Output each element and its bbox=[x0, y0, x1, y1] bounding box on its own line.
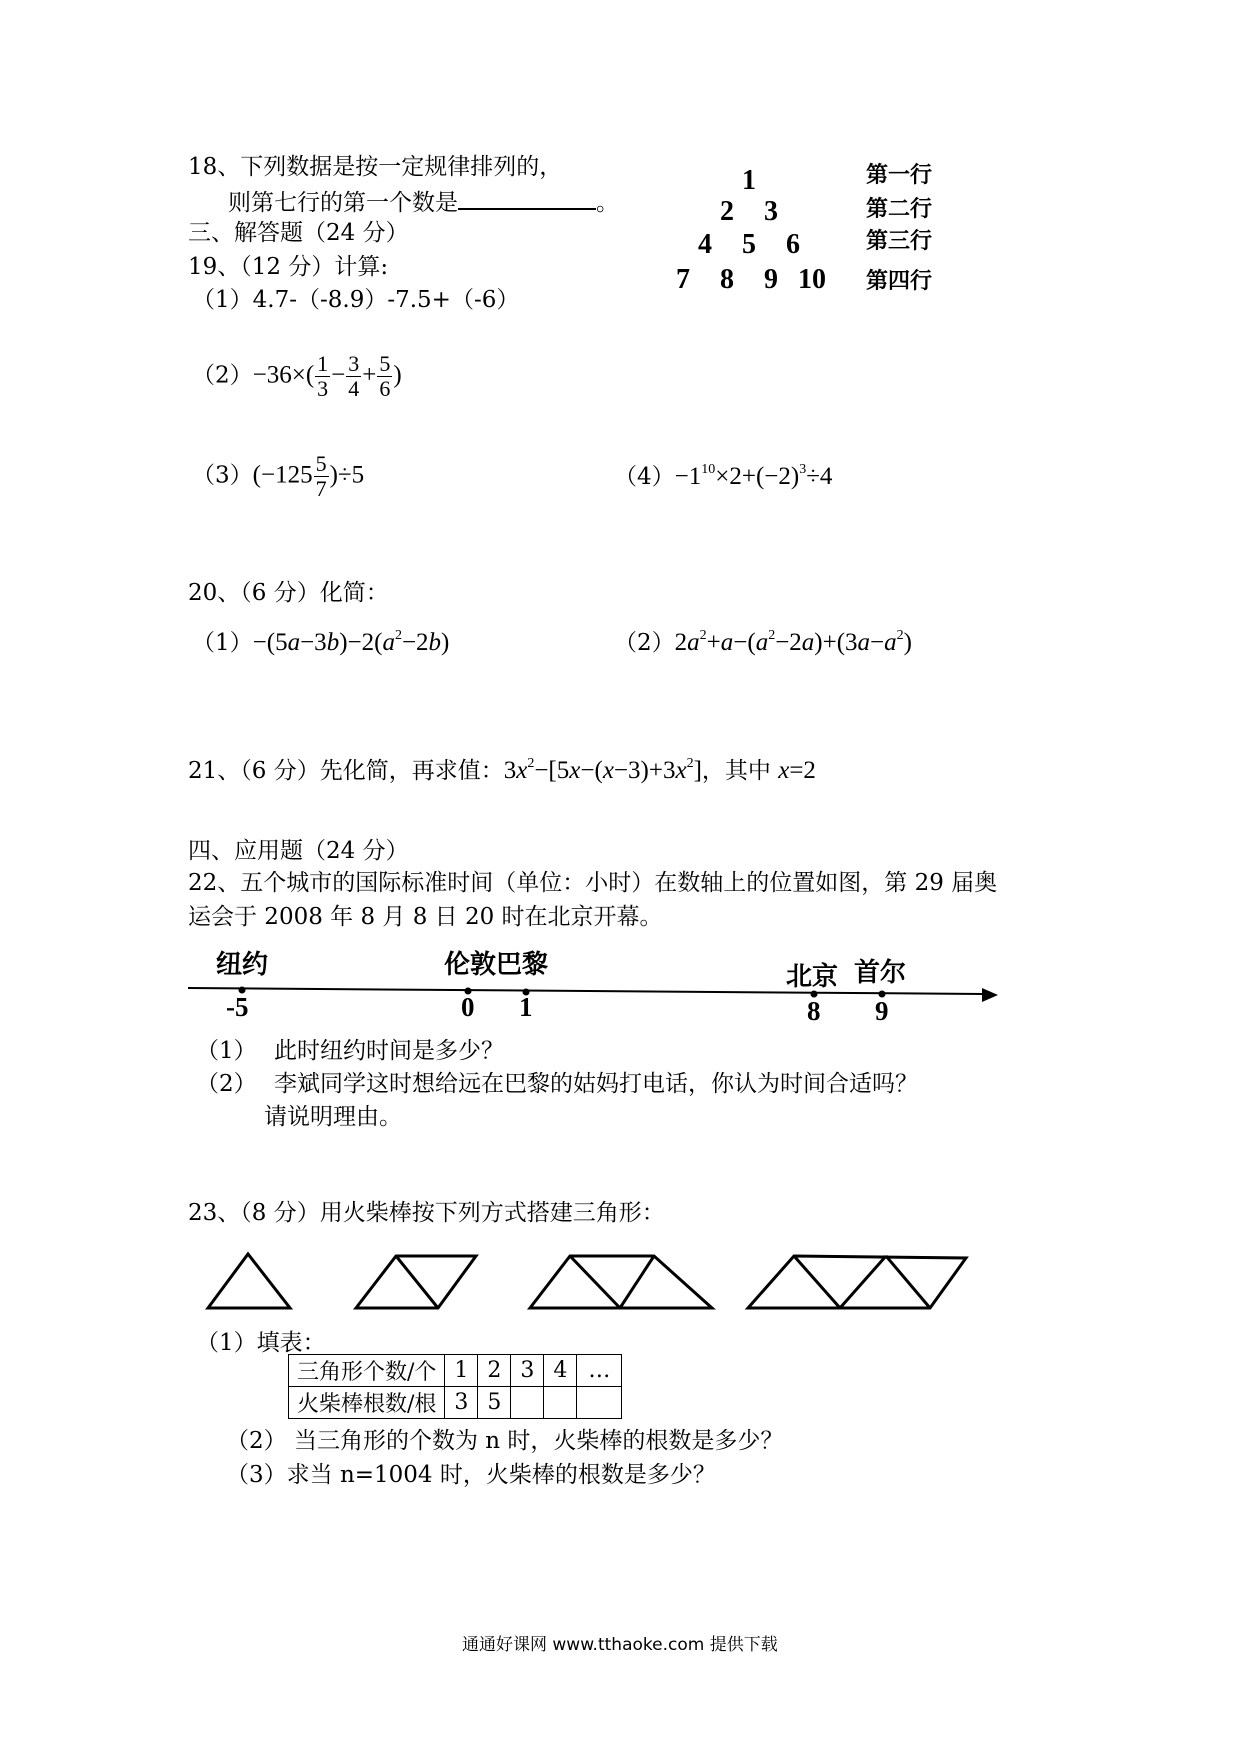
q22-sub2-cont: 请说明理由。 bbox=[264, 1104, 402, 1130]
answer-blank[interactable] bbox=[458, 186, 596, 210]
table-cell: 3 bbox=[511, 1355, 544, 1387]
q22-sub1 bbox=[196, 1036, 504, 1066]
q18-line2-end: 。 bbox=[596, 190, 619, 216]
q23-title: 23、（8 分）用火柴棒按下列方式搭建三角形： bbox=[188, 1200, 665, 1226]
q22-sub1-label: （1） bbox=[196, 1038, 257, 1064]
tick-neg5: -5 bbox=[226, 992, 249, 1022]
q19-p3-label: （3） bbox=[192, 462, 253, 489]
var-x: x bbox=[675, 757, 687, 784]
tri-row3-num2: 5 bbox=[742, 229, 756, 260]
frac2-num: 3 bbox=[348, 351, 360, 376]
table-cell: 5 bbox=[478, 1387, 511, 1419]
table-cell-blank[interactable] bbox=[511, 1387, 544, 1419]
q19-p3-post: )÷5 bbox=[329, 461, 365, 489]
row-label-4: 第四行 bbox=[866, 269, 933, 294]
tri-row4-num2: 8 bbox=[720, 264, 734, 295]
q21-m4: −3)+3 bbox=[613, 757, 676, 784]
tri-row3-num3: 6 bbox=[786, 229, 800, 260]
p3-frac-den: 7 bbox=[315, 476, 327, 501]
table-cell: 4 bbox=[544, 1355, 577, 1387]
section3-title: 三、解答题（24 分） bbox=[188, 220, 409, 246]
frac3-num: 5 bbox=[379, 351, 391, 376]
q19-p3-frac bbox=[314, 452, 329, 501]
q19-p4-a: −1 bbox=[674, 463, 702, 490]
var-a: a bbox=[720, 629, 734, 656]
exponent: 2 bbox=[527, 756, 535, 771]
q19-part4 bbox=[614, 462, 832, 492]
tri-row2-num1: 2 bbox=[720, 196, 734, 227]
table-cell-blank[interactable] bbox=[577, 1387, 622, 1419]
exponent: 2 bbox=[699, 628, 707, 643]
q19-title: 19、（12 分）计算: bbox=[188, 254, 389, 280]
arrow-icon bbox=[982, 988, 998, 1002]
city-beijing: 北京 bbox=[786, 962, 839, 992]
tri-row4-num4: 10 bbox=[798, 264, 826, 295]
triangles-figure-4 bbox=[748, 1256, 966, 1308]
q20-p1-c: )−2( bbox=[339, 629, 383, 656]
exponent: 2 bbox=[896, 628, 904, 643]
q20-p2-b: + bbox=[706, 629, 721, 656]
tri-row4-num3: 9 bbox=[764, 264, 778, 295]
triangles-figure-2 bbox=[356, 1256, 476, 1308]
var-a: a bbox=[687, 629, 700, 656]
row-label-2: 第二行 bbox=[866, 197, 933, 222]
q20-p2-g: ) bbox=[903, 629, 912, 656]
footer-text: 通通好课网 www.tthaoke.com 提供下载 bbox=[462, 1635, 778, 1655]
table-cell: 3 bbox=[445, 1387, 478, 1419]
q21-pre: 21、（6 分）先化简，再求值： bbox=[188, 758, 504, 784]
q19-p2-frac1 bbox=[315, 352, 330, 401]
city-london-paris: 伦敦巴黎 bbox=[444, 950, 549, 980]
q22-sub2-label: （2） bbox=[196, 1071, 257, 1097]
q19-part1: （1）4.7-（-8.9）-7.5+（-6） bbox=[192, 287, 520, 313]
tri-row3-num1: 4 bbox=[698, 229, 712, 260]
q19-p2-frac2 bbox=[346, 352, 361, 401]
table-cell: … bbox=[577, 1355, 622, 1387]
var-x: x bbox=[516, 757, 528, 784]
q19-p3-pre: (−125 bbox=[252, 461, 313, 489]
frac2-den: 4 bbox=[348, 376, 360, 401]
q19-p4-label: （4） bbox=[614, 464, 675, 490]
table-cell: 1 bbox=[445, 1355, 478, 1387]
q18-line2 bbox=[228, 186, 619, 218]
q20-p1-e: ) bbox=[441, 629, 450, 656]
var-x: x bbox=[602, 757, 614, 784]
tick-8: 8 bbox=[807, 996, 821, 1026]
q21-m1: 3 bbox=[503, 757, 517, 784]
q20-p2-e: )+(3 bbox=[814, 629, 858, 656]
var-a: a bbox=[857, 629, 871, 656]
q22-line1: 22、五个城市的国际标准时间（单位：小时）在数轴上的位置如图，第 29 届奥 bbox=[188, 870, 998, 896]
section4-title: 四、应用题（24 分） bbox=[188, 838, 409, 864]
q20-p1-a: −(5 bbox=[252, 629, 288, 656]
row-label-3: 第三行 bbox=[866, 229, 933, 254]
q19-p4-c: ÷4 bbox=[806, 463, 833, 490]
q21-post: ，其中 bbox=[701, 758, 779, 784]
q20-title: 20、（6 分）化简： bbox=[188, 580, 389, 606]
q21-m5: ] bbox=[693, 757, 702, 784]
q21-val: =2 bbox=[789, 757, 816, 784]
var-b: b bbox=[326, 629, 340, 656]
var-a: a bbox=[287, 629, 301, 656]
q23-fill-label: （1）填表： bbox=[196, 1330, 326, 1356]
q19-p2-label: （2） bbox=[192, 362, 253, 389]
q20-part2 bbox=[614, 628, 912, 658]
table-header-cell: 三角形个数/个 bbox=[289, 1355, 445, 1387]
q19-p4-exp1: 10 bbox=[701, 462, 716, 477]
frac3-den: 6 bbox=[379, 376, 391, 401]
q21 bbox=[188, 756, 816, 786]
q21-var: x bbox=[778, 757, 790, 784]
q18-line1: 18、下列数据是按一定规律排列的， bbox=[188, 154, 563, 180]
q23-sub2: （2） 当三角形的个数为 n 时，火柴棒的根数是多少？ bbox=[226, 1428, 784, 1454]
q20-p1-label: （1） bbox=[192, 630, 253, 656]
frac1-num: 1 bbox=[317, 351, 329, 376]
table-row bbox=[289, 1355, 622, 1387]
q22-line2: 运会于 2008 年 8 月 8 日 20 时在北京开幕。 bbox=[188, 904, 663, 930]
q20-p2-f: − bbox=[870, 629, 885, 656]
q20-p1-d: −2 bbox=[401, 629, 429, 656]
table-cell: 2 bbox=[478, 1355, 511, 1387]
q22-sub1-text: 此时纽约时间是多少？ bbox=[273, 1038, 504, 1064]
table-header-cell: 火柴棒根数/根 bbox=[289, 1387, 445, 1419]
q23-sub3: （3）求当 n=1004 时，火柴棒的根数是多少？ bbox=[226, 1462, 716, 1488]
q19-p2-frac3 bbox=[377, 352, 392, 401]
q22-sub2-text: 李斌同学这时想给远在巴黎的姑妈打电话，你认为时间合适吗？ bbox=[273, 1071, 918, 1097]
q19-part3 bbox=[192, 452, 364, 501]
var-b: b bbox=[428, 629, 442, 656]
q21-m2: −[5 bbox=[534, 757, 570, 784]
triangles-figure-3 bbox=[530, 1256, 712, 1308]
q19-p2-op2: + bbox=[362, 361, 377, 389]
p3-frac-num: 5 bbox=[315, 451, 327, 476]
q19-p2-post: ) bbox=[393, 361, 402, 389]
q19-p2-op1: − bbox=[331, 361, 346, 389]
q20-p2-a: 2 bbox=[674, 629, 688, 656]
tri-row4-num1: 7 bbox=[676, 264, 690, 295]
q20-part1 bbox=[192, 628, 449, 658]
var-a: a bbox=[755, 629, 769, 656]
q20-p2-d: −2 bbox=[775, 629, 802, 656]
exponent: 2 bbox=[768, 628, 776, 643]
triangles-figure-1 bbox=[208, 1254, 290, 1308]
q22-sub2 bbox=[196, 1069, 918, 1099]
matchstick-triangles bbox=[200, 1246, 990, 1318]
q20-p2-label: （2） bbox=[614, 630, 675, 656]
q21-m3: −( bbox=[580, 757, 603, 784]
q18-line2-text: 则第七行的第一个数是 bbox=[228, 190, 458, 216]
q19-p4-b: ×2+(−2) bbox=[715, 463, 800, 490]
var-a: a bbox=[801, 629, 815, 656]
city-seoul: 首尔 bbox=[854, 958, 907, 988]
var-a: a bbox=[884, 629, 897, 656]
var-a: a bbox=[382, 629, 395, 656]
frac1-den: 3 bbox=[317, 376, 329, 401]
tick-0: 0 bbox=[461, 992, 475, 1022]
q19-p4-exp2: 3 bbox=[799, 462, 807, 477]
fill-table bbox=[288, 1354, 622, 1419]
var-x: x bbox=[569, 757, 581, 784]
q20-p2-c: −( bbox=[733, 629, 756, 656]
tri-row2-num2: 3 bbox=[764, 196, 778, 227]
exponent: 2 bbox=[686, 756, 694, 771]
q19-part2 bbox=[192, 352, 402, 401]
row-label-1: 第一行 bbox=[866, 163, 933, 188]
city-new-york: 纽约 bbox=[216, 950, 269, 980]
q19-p2-pre: −36×( bbox=[252, 361, 315, 389]
tick-9: 9 bbox=[875, 996, 889, 1026]
q20-p1-b: −3 bbox=[300, 629, 327, 656]
tri-row1-num1: 1 bbox=[742, 165, 756, 196]
tick-1: 1 bbox=[519, 992, 533, 1022]
exponent: 2 bbox=[394, 628, 402, 643]
table-cell-blank[interactable] bbox=[544, 1387, 577, 1419]
table-row bbox=[289, 1387, 622, 1419]
